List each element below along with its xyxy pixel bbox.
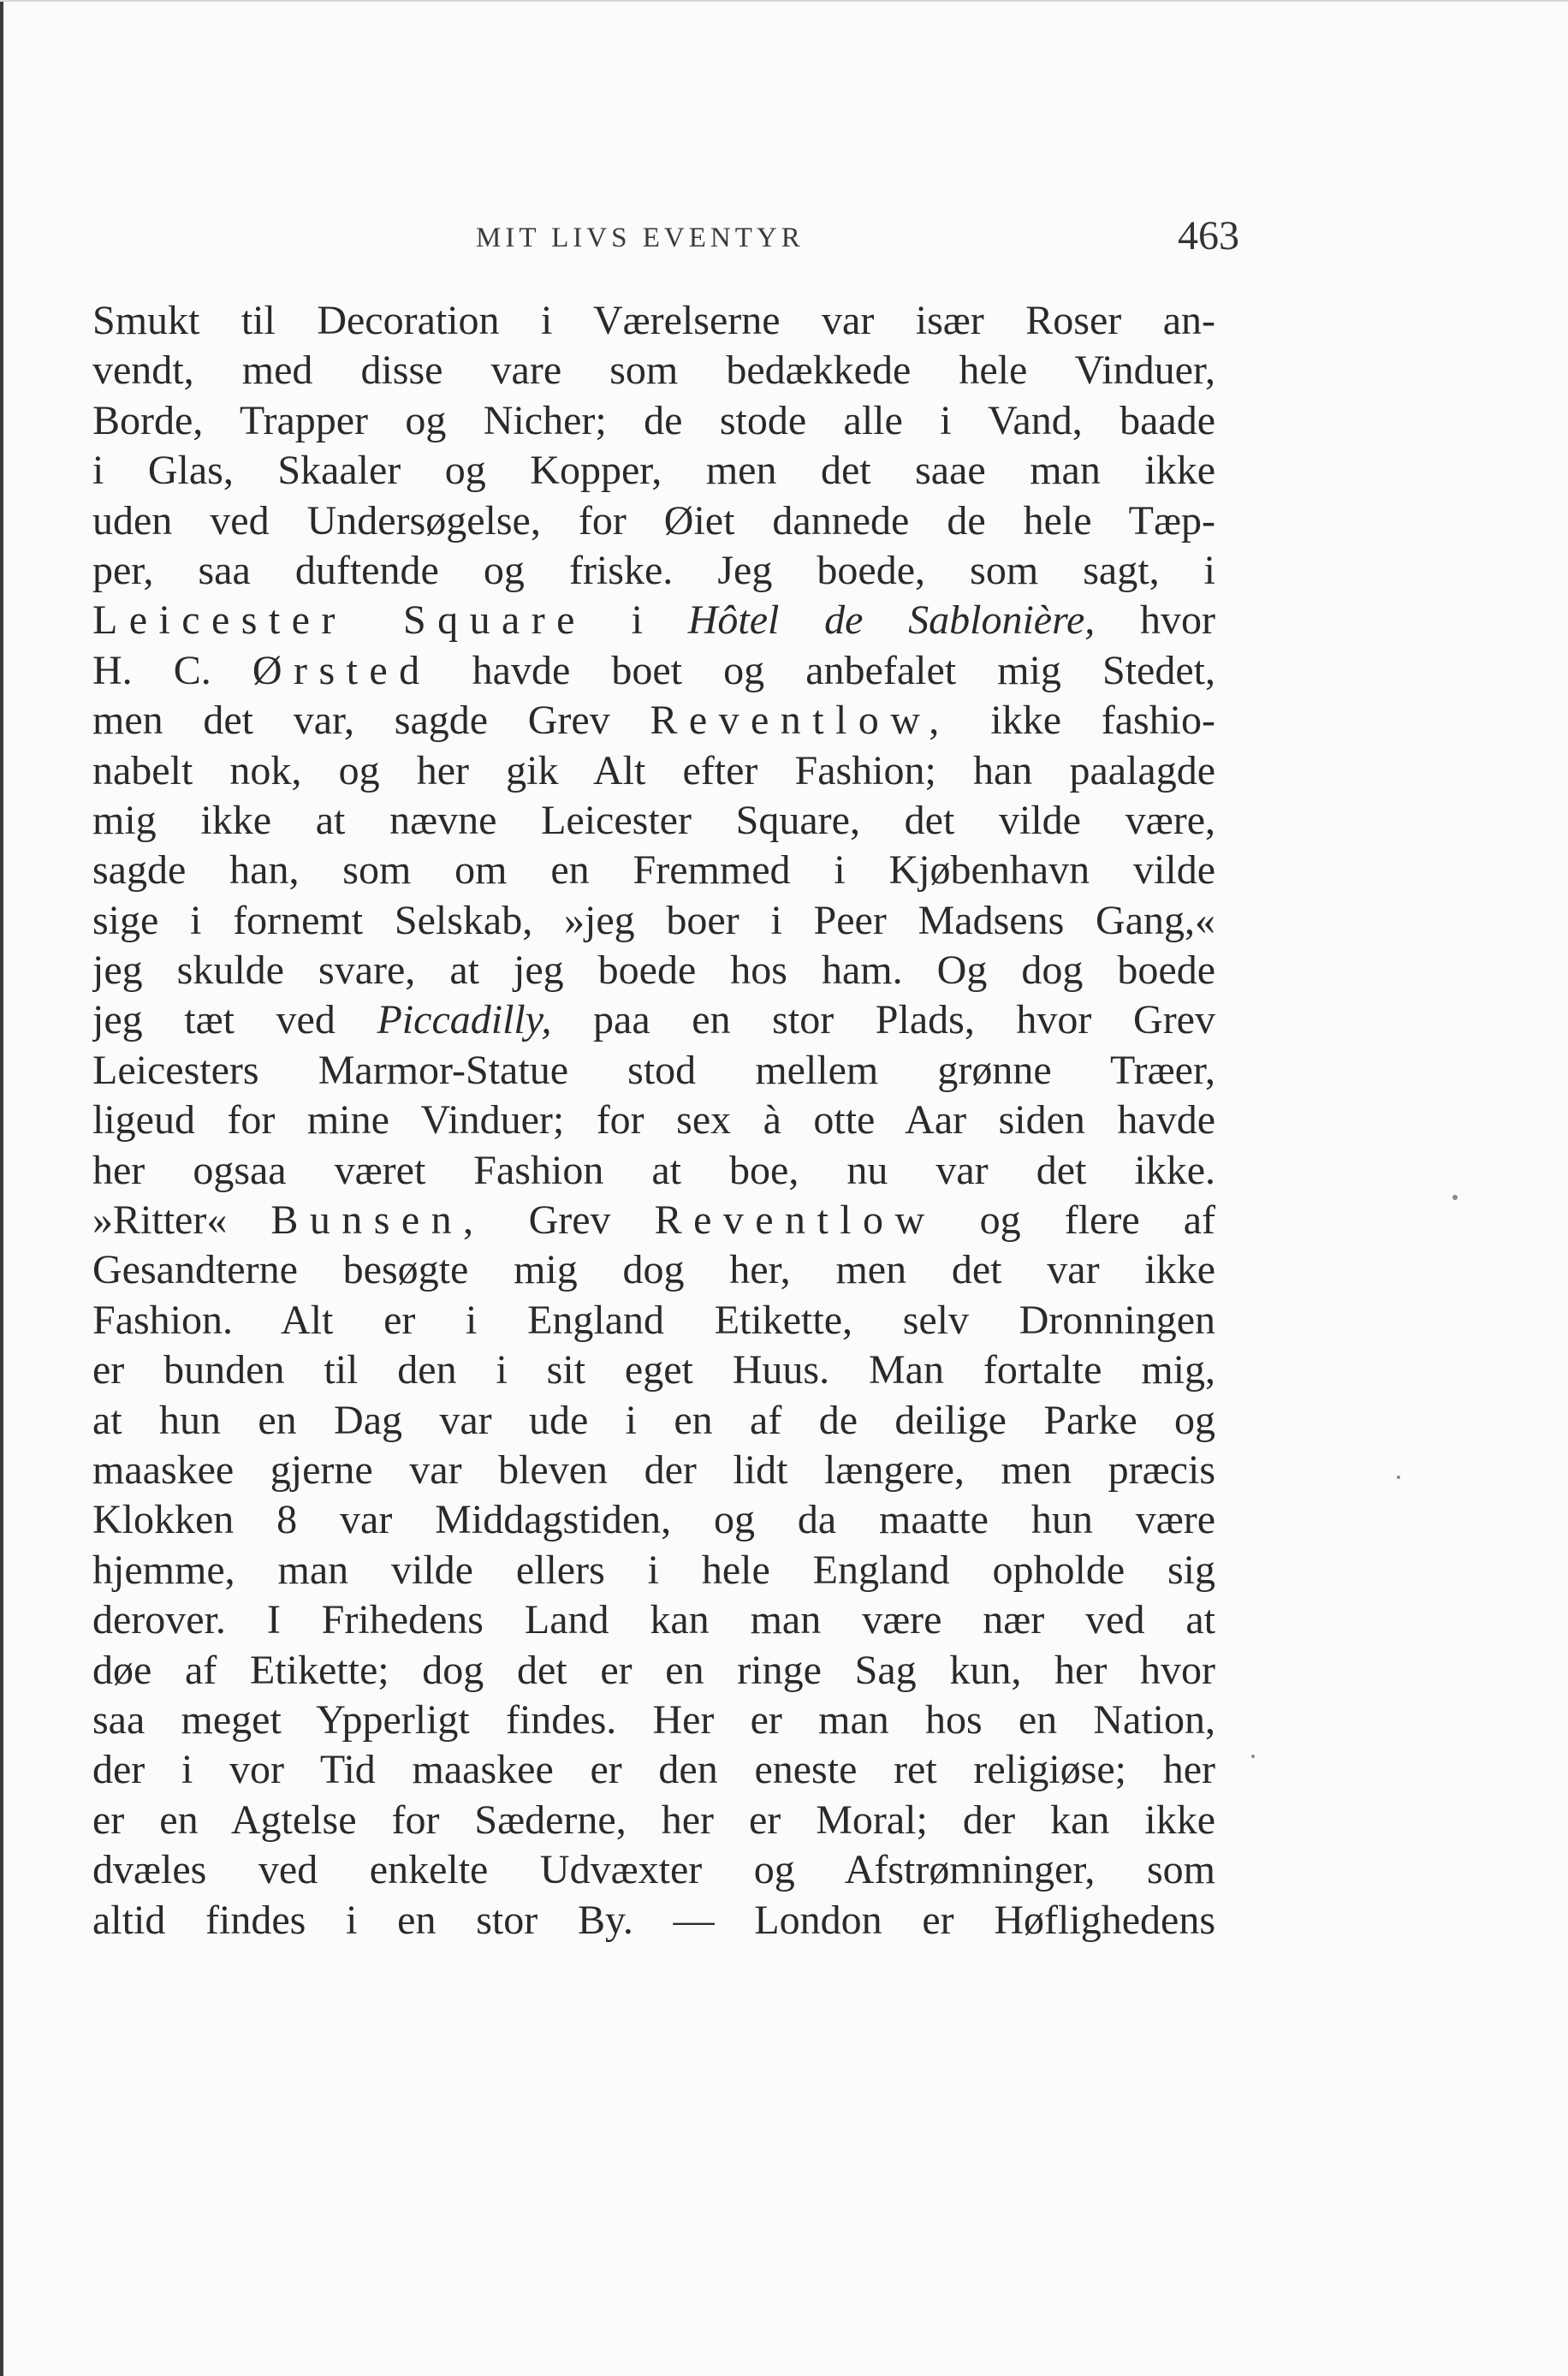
text-segment: Borde, Trapper og Nicher; de stode alle i Vand, baade <box>92 397 1215 443</box>
text-line <box>92 546 1215 596</box>
text-segment: og flere af <box>935 1197 1215 1244</box>
text-segment: uden ved Undersøgelse, for Øiet dannede de hele Tæp- <box>92 497 1215 544</box>
text-segment: sagde han, som om en Fremmed i Kjøbenhavn vilde <box>92 847 1215 894</box>
text-line <box>92 796 1215 846</box>
text-line <box>92 1096 1215 1145</box>
text-line <box>92 396 1215 446</box>
text-segment: ikke fashio- <box>950 698 1215 744</box>
text-segment: sige i fornemt Selskab, »jeg boer i Peer Madsens Gang,« <box>92 897 1215 943</box>
text-segment: mig ikke at nævne Leicester Square, det vilde være, <box>92 797 1215 843</box>
page-top-edge <box>0 0 1568 2</box>
spaced-name: Ørsted <box>252 647 431 693</box>
paper-speck <box>1452 1195 1458 1200</box>
text-segment: Klokken 8 var Middagstiden, og da maatte hun være <box>92 1497 1215 1543</box>
text-segment: ligeud for mine Vinduer; for sex à otte Aar siden havde <box>92 1097 1215 1143</box>
text-line <box>92 746 1215 796</box>
text-segment: Leicesters Marmor-Statue stod mellem grønne Træer, <box>92 1047 1215 1093</box>
text-line <box>92 696 1215 745</box>
text-line <box>92 1446 1215 1495</box>
text-segment: altid findes i en stor By. — London er Høflighedens <box>92 1897 1215 1943</box>
text-line <box>92 896 1215 946</box>
text-segment: døe af Etikette; dog det er en ringe Sag kun, her hvor <box>92 1647 1215 1693</box>
text-segment: havde boet og anbefalet mig Stedet, <box>431 647 1215 693</box>
text-segment: er bunden til den i sit eget Huus. Man fortalte mig, <box>92 1347 1215 1393</box>
text-line <box>92 1796 1215 1845</box>
text-line <box>92 946 1215 995</box>
text-line <box>92 1495 1215 1545</box>
text-line <box>92 1046 1215 1096</box>
text-segment: jeg skulde svare, at jeg boede hos ham. Og dog boede <box>92 947 1215 994</box>
text-segment: her ogsaa været Fashion at boe, nu var det ikke. <box>92 1147 1215 1193</box>
text-line <box>92 1396 1215 1446</box>
text-segment: der i vor Tid maaskee er den eneste ret religiøse; her <box>92 1747 1215 1793</box>
running-head: MIT LIVS EVENTYR <box>476 223 805 253</box>
paper-speck <box>1251 1755 1255 1758</box>
text-line <box>92 1595 1215 1645</box>
spaced-name: Reventlow, <box>650 698 951 744</box>
spaced-name: Bunsen, <box>270 1197 485 1244</box>
paper-speck <box>1397 1476 1400 1479</box>
text-segment: »Ritter« <box>92 1197 271 1244</box>
text-line <box>92 646 1215 696</box>
text-segment: at hun en Dag var ude i en af de deilige Parke og <box>92 1397 1215 1443</box>
text-segment: er en Agtelse for Sæderne, her er Moral; der kan ikke <box>92 1797 1215 1843</box>
text-line <box>92 995 1215 1045</box>
text-segment: derover. I Frihedens Land kan man være nær ved at <box>92 1597 1215 1643</box>
text-segment: i Glas, Skaaler og Kopper, men det saae man ikke <box>92 448 1215 494</box>
text-segment: maaskee gjerne var bleven der lidt længere, men præcis <box>92 1446 1215 1493</box>
text-line <box>92 1896 1215 1945</box>
text-line <box>92 1646 1215 1696</box>
text-line <box>92 1696 1215 1745</box>
text-segment: vendt, med disse vare som bedækkede hele Vinduer, <box>92 347 1215 394</box>
text-segment: H. C. <box>92 647 252 693</box>
text-segment: men det var, sagde Grev <box>92 698 650 744</box>
text-line <box>92 346 1215 395</box>
page-number: 463 <box>1178 213 1239 258</box>
text-line <box>92 1245 1215 1295</box>
text-segment: hvor <box>1095 597 1215 644</box>
spaced-name: Leicester Square <box>92 597 586 644</box>
text-line <box>92 1845 1215 1895</box>
spaced-name: Reventlow <box>654 1197 936 1244</box>
text-segment: Gesandterne besøgte mig dog her, men det var ikke <box>92 1247 1215 1293</box>
text-segment: Fashion. Alt er i England Etikette, selv Dronningen <box>92 1297 1215 1343</box>
text-line <box>92 846 1215 895</box>
text-line <box>92 1146 1215 1196</box>
page-header <box>92 212 1239 272</box>
text-segment: saa meget Ypperligt findes. Her er man hos en Nation, <box>92 1696 1215 1743</box>
text-segment: Grev <box>484 1197 655 1244</box>
text-line <box>92 1345 1215 1395</box>
text-segment: i <box>585 597 688 644</box>
text-segment: paa en stor Plads, hvor Grev <box>551 997 1215 1043</box>
text-segment: dvæles ved enkelte Udvæxter og Afstrømninger, som <box>92 1847 1215 1893</box>
text-segment: per, saa duftende og friske. Jeg boede, som sagt, i <box>92 547 1215 593</box>
text-line <box>92 1196 1215 1245</box>
italic-text: Piccadilly, <box>377 997 552 1043</box>
text-line <box>92 446 1215 496</box>
text-line <box>92 596 1215 645</box>
text-segment: jeg tæt ved <box>92 997 377 1043</box>
text-line <box>92 1296 1215 1345</box>
italic-text: Hôtel de Sablonière, <box>687 597 1096 644</box>
page-edge-shadow <box>0 0 3 2376</box>
text-line <box>92 296 1215 346</box>
text-segment: Smukt til Decoration i Værelserne var især Roser an- <box>92 298 1215 343</box>
text-segment: hjemme, man vilde ellers i hele England opholde sig <box>92 1547 1215 1593</box>
text-line <box>92 1745 1215 1795</box>
text-segment: nabelt nok, og her gik Alt efter Fashion; han paalagde <box>92 747 1215 793</box>
body-text <box>92 296 1215 1945</box>
text-line <box>92 496 1215 546</box>
text-line <box>92 1546 1215 1595</box>
